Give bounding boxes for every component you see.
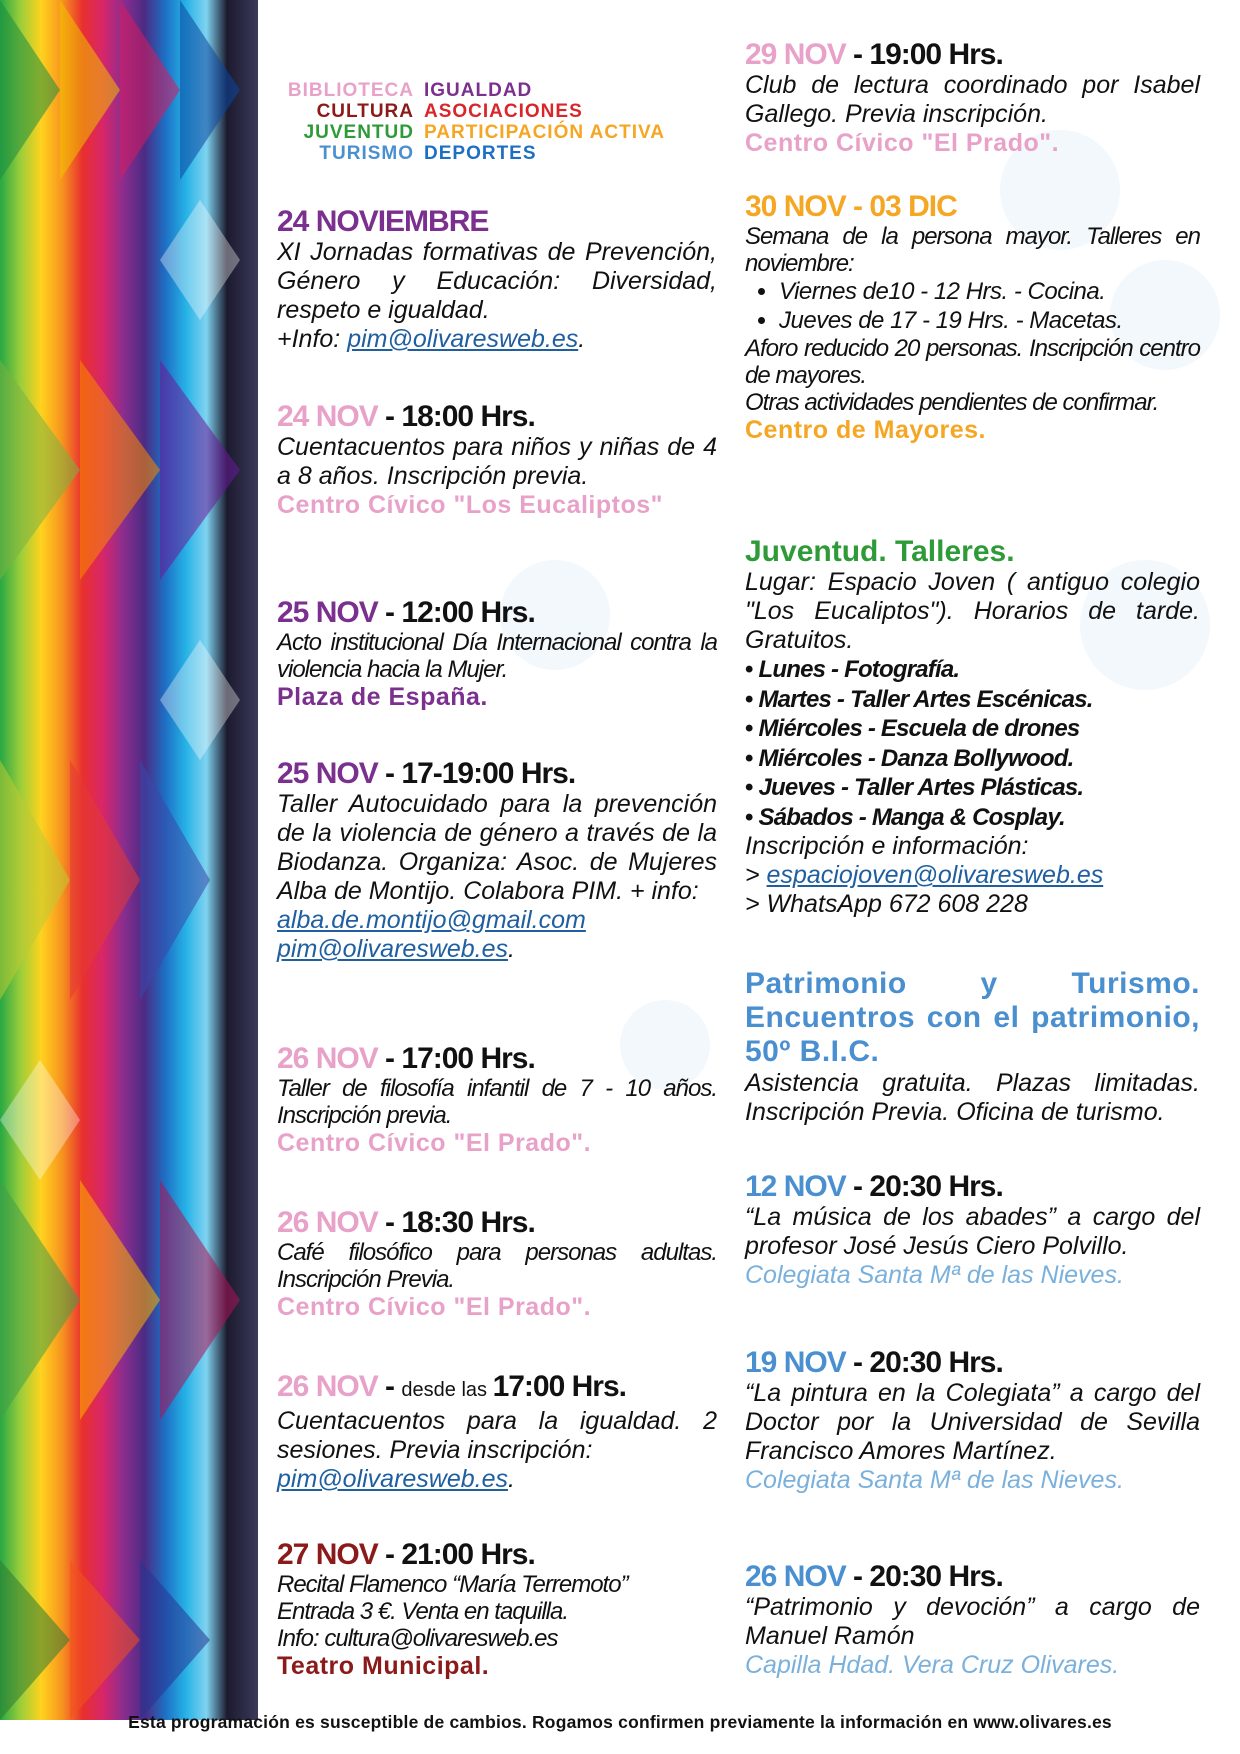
section-description: Asistencia gratuita. Plazas limitadas. Inscripción Previa. Oficina de turismo. — [745, 1069, 1200, 1126]
event-title: 26 NOV - desde las 17:00 Hrs. — [277, 1370, 626, 1403]
event-25-nov-1719 — [277, 757, 717, 964]
event-description: Semana de la persona mayor. Talleres en noviembre: — [745, 223, 1200, 277]
tag-turismo: TURISMO — [319, 143, 414, 164]
event-description: “La pintura en la Colegiata” a cargo del Doctor por la Universidad de Sevilla Francisco Amores Martínez. — [745, 1379, 1200, 1465]
event-place: Centro Cívico "El Prado". — [277, 1293, 592, 1321]
event-29-nov-1900 — [745, 38, 1200, 158]
tag-juventud: JUVENTUD — [303, 122, 414, 143]
tag-deportes: DEPORTES — [424, 143, 537, 164]
event-title: 26 NOV - 17:00 Hrs. — [277, 1042, 535, 1075]
event-title: 25 NOV - 12:00 Hrs. — [277, 596, 535, 629]
list-item: • Miércoles - Danza Bollywood. — [745, 744, 1200, 774]
event-description: Cuentacuentos para la igualdad. 2 sesiones. Previa inscripción: pim@olivaresweb.es. — [277, 1407, 717, 1493]
email-link[interactable]: pim@olivaresweb.es — [277, 1465, 509, 1493]
event-description: Club de lectura coordinado por Isabel Gallego. Previa inscripción. — [745, 71, 1200, 128]
decorative-band — [0, 0, 258, 1720]
event-26-nov-2030 — [745, 1560, 1200, 1680]
event-title: 12 NOV - 20:30 Hrs. — [745, 1170, 1003, 1203]
event-title: 27 NOV - 21:00 Hrs. — [277, 1538, 535, 1571]
info-email-line: > espaciojoven@olivaresweb.es — [745, 861, 1104, 889]
tag-asociaciones: ASOCIACIONES — [424, 101, 583, 122]
event-25-nov-1200 — [277, 596, 717, 712]
header-row — [272, 101, 722, 122]
event-place: Centro Cívico "El Prado". — [277, 1129, 592, 1157]
event-title: 30 NOV - 03 DIC — [745, 190, 957, 223]
header-row — [272, 80, 722, 101]
tag-biblioteca: BIBLIOTECA — [287, 80, 414, 101]
event-19-nov-2030 — [745, 1346, 1200, 1495]
event-24-nov-1800 — [277, 400, 717, 520]
email-link[interactable]: pim@olivaresweb.es — [347, 325, 579, 353]
info-label: Inscripción e información: — [745, 832, 1029, 860]
event-description: Taller de filosofía infantil de 7 - 10 años. Inscripción previa. — [277, 1075, 717, 1129]
header-row — [272, 122, 722, 143]
list-item: • Viernes de10 - 12 Hrs. - Cocina. — [779, 277, 1200, 306]
list-item: • Jueves de 17 - 19 Hrs. - Macetas. — [779, 306, 1200, 335]
event-place: Plaza de España. — [277, 683, 488, 711]
event-note: Otras actividades pendientes de confirmar. — [745, 389, 1159, 416]
event-description: XI Jornadas formativas de Prevención, Género y Educación: Diversidad, respeto e igualdad. +Info: pim@olivaresweb.es. — [277, 238, 717, 353]
list-item: • Martes - Taller Artes Escénicas. — [745, 685, 1200, 715]
category-header — [272, 80, 722, 164]
event-title: 29 NOV - 19:00 Hrs. — [745, 38, 1003, 71]
event-note: Aforo reducido 20 personas. Inscripción centro de mayores. — [745, 335, 1200, 389]
event-30-nov-03-dic — [745, 190, 1200, 445]
event-27-nov-2100 — [277, 1538, 717, 1681]
workshop-list — [745, 655, 1200, 832]
event-24-noviembre — [277, 205, 717, 354]
event-description: Cuentacuentos para niños y niñas de 4 a 8 años. Inscripción previa. — [277, 433, 717, 490]
footer-disclaimer: Esta programación es susceptible de cambios. Rogamos confirmen previamente la información en www.olivares.es — [128, 1712, 1112, 1732]
event-title: 26 NOV - 20:30 Hrs. — [745, 1560, 1003, 1593]
header-row — [272, 143, 722, 164]
tag-igualdad: IGUALDAD — [424, 80, 533, 101]
tag-cultura: CULTURA — [316, 101, 414, 122]
event-place: Capilla Hdad. Vera Cruz Olivares. — [745, 1651, 1120, 1679]
event-place: Centro Cívico "Los Eucaliptos" — [277, 491, 663, 519]
event-description: “La música de los abades” a cargo del profesor José Jesús Ciero Polvillo. — [745, 1203, 1200, 1260]
section-title: Patrimonio y Turismo. Encuentros con el patrimonio, 50º B.I.C. — [745, 967, 1200, 1068]
event-description: Taller Autocuidado para la prevención de la violencia de género a través de la Biodanza. Organiza: Asoc. de Mujeres Alba de Montijo. Colabora PIM. + info: alba.de.montijo@gmail.com pim@olivaresweb.es. — [277, 790, 717, 963]
event-title: 26 NOV - 18:30 Hrs. — [277, 1206, 535, 1239]
event-place: Centro de Mayores. — [745, 416, 987, 444]
event-title: 24 NOV - 18:00 Hrs. — [277, 400, 535, 433]
section-patrimonio — [745, 967, 1200, 1127]
info-whatsapp: > WhatsApp 672 608 228 — [745, 890, 1028, 918]
event-title: Juventud. Talleres. — [745, 535, 1015, 568]
event-26-nov-1830 — [277, 1206, 717, 1322]
event-place: Teatro Municipal. — [277, 1652, 490, 1680]
email-link[interactable]: pim@olivaresweb.es — [277, 935, 509, 963]
list-item: • Miércoles - Escuela de drones — [745, 714, 1200, 744]
event-description: Lugar: Espacio Joven ( antiguo colegio "Los Eucaliptos"). Horarios de tarde. Gratuitos. — [745, 568, 1200, 654]
workshop-list — [745, 277, 1200, 335]
event-place: Centro Cívico "El Prado". — [745, 129, 1060, 157]
list-item: • Sábados - Manga & Cosplay. — [745, 803, 1200, 833]
event-title: 25 NOV - 17-19:00 Hrs. — [277, 757, 576, 790]
email-link[interactable]: alba.de.montijo@gmail.com — [277, 906, 586, 934]
email-link[interactable]: espaciojoven@olivaresweb.es — [766, 861, 1104, 889]
tag-participacion: PARTICIPACIÓN ACTIVA — [424, 122, 665, 143]
event-12-nov-2030 — [745, 1170, 1200, 1290]
event-description: “Patrimonio y devoción” a cargo de Manuel Ramón — [745, 1593, 1200, 1650]
event-juventud-talleres — [745, 535, 1200, 919]
list-item: • Jueves - Taller Artes Plásticas. — [745, 773, 1200, 803]
event-title: 19 NOV - 20:30 Hrs. — [745, 1346, 1003, 1379]
event-26-nov-desde-1700 — [277, 1370, 717, 1494]
event-place: Colegiata Santa Mª de las Nieves. — [745, 1261, 1124, 1289]
event-title: 24 NOVIEMBRE — [277, 205, 489, 238]
event-place: Colegiata Santa Mª de las Nieves. — [745, 1466, 1124, 1494]
list-item: • Lunes - Fotografía. — [745, 655, 1200, 685]
event-description: Acto institucional Día Internacional contra la violencia hacia la Mujer. — [277, 629, 717, 683]
event-description: Recital Flamenco “María Terremoto” Entrada 3 €. Venta en taquilla. Info: cultura@olivaresweb.es — [277, 1571, 628, 1652]
event-26-nov-1700 — [277, 1042, 717, 1158]
event-description: Café filosófico para personas adultas. Inscripción Previa. — [277, 1239, 717, 1293]
